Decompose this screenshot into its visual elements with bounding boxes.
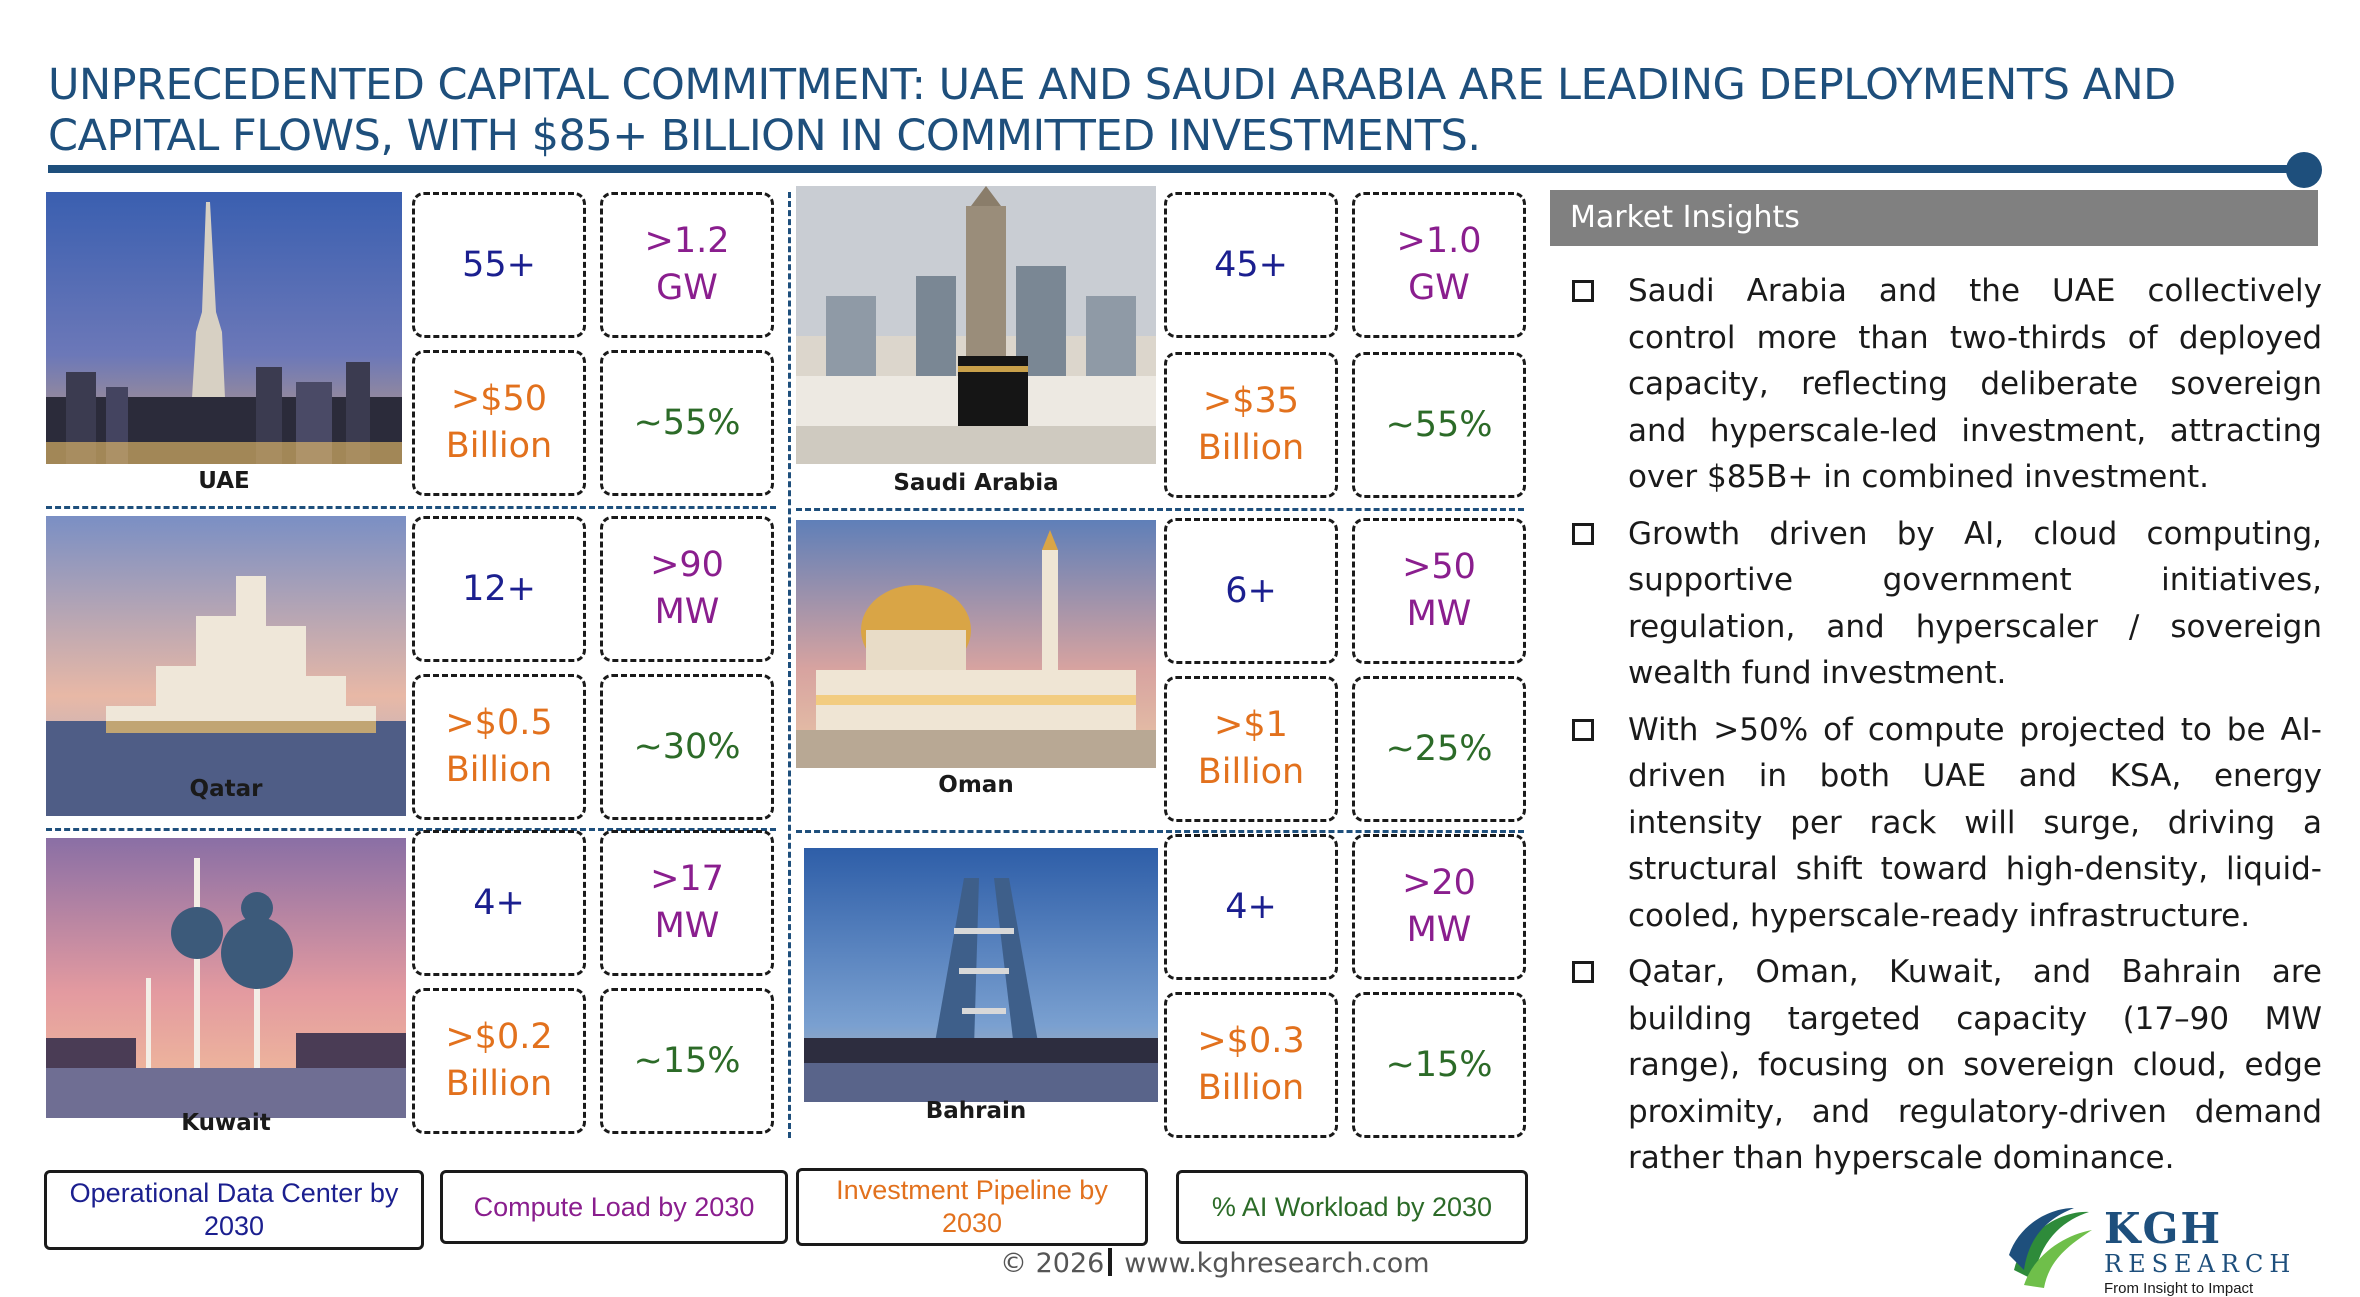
- title-divider-dot: [2286, 152, 2322, 188]
- compute-load-value: >1.2 GW: [600, 192, 774, 338]
- compute-load-value: >20 MW: [1352, 834, 1526, 980]
- compute-load-value: >50 MW: [1352, 518, 1526, 664]
- investment-value: >$50 Billion: [412, 350, 586, 496]
- legend-data-centers: Operational Data Center by 2030: [44, 1170, 424, 1250]
- page-title: UNPRECEDENTED CAPITAL COMMITMENT: UAE AND SAUDI ARABIA ARE LEADING DEPLOYMENTS AND CAPITAL FLOWS, WITH $85+ BILLION IN COMMITTED INVESTMENTS.: [48, 60, 2176, 161]
- investment-value: >$1 Billion: [1164, 676, 1338, 822]
- compute-load-value: >1.0 GW: [1352, 192, 1526, 338]
- legend-compute-load: Compute Load by 2030: [440, 1170, 788, 1244]
- data-centers-value: 6+: [1164, 518, 1338, 664]
- country-label: Oman: [938, 772, 1014, 798]
- title-divider: [48, 165, 2296, 173]
- kuwait-photo: [46, 838, 406, 1118]
- insight-text: Growth driven by AI, cloud computing, supportive government initiatives, regulation, and hyperscaler / sovereign wealth fund investment.: [1628, 515, 2322, 691]
- insight-bullet: [1572, 268, 2322, 501]
- oman-photo: [796, 520, 1156, 768]
- uae-photo: [46, 192, 402, 464]
- insight-bullet: [1572, 707, 2322, 940]
- legend-ai-workload: % AI Workload by 2030: [1176, 1170, 1528, 1244]
- column-separator: [788, 192, 791, 1138]
- insights-list: [1572, 268, 2322, 1192]
- insight-bullet: [1572, 511, 2322, 697]
- bahrain-photo: [804, 848, 1158, 1102]
- footer-divider: [1108, 1248, 1112, 1276]
- row-separator: [796, 508, 1524, 511]
- ai-workload-value: ~15%: [1352, 992, 1526, 1138]
- data-centers-value: 12+: [412, 516, 586, 662]
- checkbox-icon: [1572, 961, 1594, 983]
- checkbox-icon: [1572, 280, 1594, 302]
- saudi-arabia-photo: [796, 186, 1156, 464]
- investment-value: >$0.2 Billion: [412, 988, 586, 1134]
- website-link[interactable]: www.kghresearch.com: [1124, 1248, 1430, 1279]
- insight-bullet: [1572, 949, 2322, 1182]
- checkbox-icon: [1572, 719, 1594, 741]
- logo-name: KGH: [2104, 1204, 2223, 1253]
- ai-workload-value: ~15%: [600, 988, 774, 1134]
- kgh-logo: [2000, 1200, 2320, 1297]
- row-separator: [46, 506, 776, 509]
- investment-value: >$35 Billion: [1164, 352, 1338, 498]
- logo-tagline: From Insight to Impact: [2104, 1280, 2254, 1297]
- logo-subtitle: RESEARCH: [2104, 1250, 2297, 1278]
- country-label: Qatar: [189, 776, 263, 802]
- country-label: UAE: [198, 468, 250, 494]
- data-centers-value: 4+: [1164, 834, 1338, 980]
- row-separator: [796, 830, 1524, 833]
- country-label: Bahrain: [925, 1098, 1027, 1124]
- ai-workload-value: ~25%: [1352, 676, 1526, 822]
- footer: [1000, 1248, 1460, 1279]
- checkbox-icon: [1572, 523, 1594, 545]
- compute-load-value: >90 MW: [600, 516, 774, 662]
- logo-swirl-icon: [2004, 1200, 2094, 1290]
- investment-value: >$0.3 Billion: [1164, 992, 1338, 1138]
- qatar-photo: [46, 516, 406, 816]
- ai-workload-value: ~55%: [1352, 352, 1526, 498]
- insight-text: With >50% of compute projected to be AI-driven in both UAE and KSA, energy intensity per rack will surge, driving a structural shift toward high-density, liquid-cooled, hyperscale-ready infrastructure.: [1628, 711, 2322, 934]
- ai-workload-value: ~30%: [600, 674, 774, 820]
- compute-load-value: >17 MW: [600, 830, 774, 976]
- legend-investment: Investment Pipeline by 2030: [796, 1168, 1148, 1246]
- investment-value: >$0.5 Billion: [412, 674, 586, 820]
- insights-header: Market Insights: [1550, 190, 2318, 246]
- country-label: Kuwait: [181, 1110, 271, 1136]
- insight-text: Qatar, Oman, Kuwait, and Bahrain are building targeted capacity (17–90 MW range), focusing on sovereign cloud, edge proximity, and regulatory-driven demand rather than hyperscale dominance.: [1628, 954, 2322, 1176]
- copyright: © 2026: [1000, 1248, 1105, 1279]
- ai-workload-value: ~55%: [600, 350, 774, 496]
- data-centers-value: 55+: [412, 192, 586, 338]
- data-centers-value: 45+: [1164, 192, 1338, 338]
- insight-text: Saudi Arabia and the UAE collectively control more than two-thirds of deployed capacity, reflecting deliberate sovereign and hyperscale-led investment, attracting over $85B+ in combined investment.: [1628, 273, 2322, 495]
- data-centers-value: 4+: [412, 830, 586, 976]
- country-label: Saudi Arabia: [893, 470, 1059, 496]
